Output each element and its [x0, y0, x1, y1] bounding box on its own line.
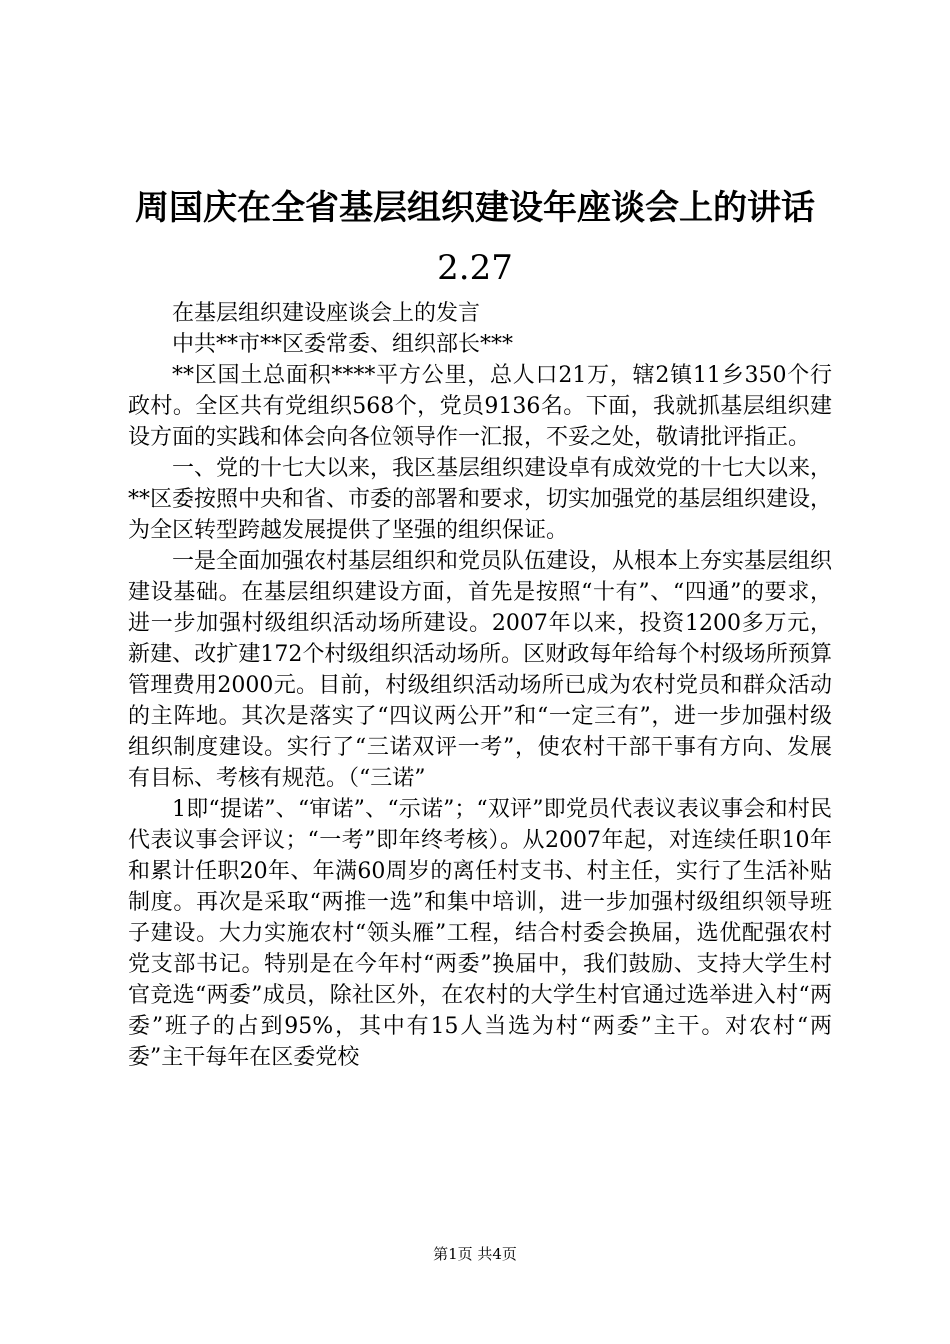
paragraph: 1即“提诺”、“审诺”、“示诺”；“双评”即党员代表议表议事会和村民代表议事会评议；“一考”即年终考核）。从2007年起，对连续任职10年和累计任职20年、年满60周岁的离任村支书、村主任，实行了生活补贴制度。再次是采取“两推一选”和集中培训，进一步加强村级组织领导班子建设。大力实施农村“领头雁”工程，结合村委会换届，选优配强农村党支部书记。特别是在今年村“两委”换届中，我们鼓励、支持大学生村官竞选“两委”成员，除社区外，在农村的大学生村官通过选举进入村“两委”班子的占到95%，其中有15人当选为村“两委”主干。对农村“两委”主干每年在区委党校 — [128, 797, 832, 1070]
page-footer: 第1页 共4页 — [433, 1245, 517, 1263]
paragraph: 中共**市**区委常委、组织部长*** — [172, 332, 514, 357]
document-title-date: 2.27 — [437, 248, 513, 288]
paragraph: 一、党的十七大以来，我区基层组织建设卓有成效党的十七大以来，**区委按照中央和省、市委的部署和要求，切实加强党的基层组织建设，为全区转型跨越发展提供了坚强的组织保证。 — [128, 456, 833, 543]
document-body — [128, 298, 832, 1073]
paragraph: **区国土总面积****平方公里，总人口21万，辖2镇11乡350个行政村。全区共有党组织568个，党员9136名。下面，我就抓基层组织建设方面的实践和体会向各位领导作一汇报，不妥之处，敬请批评指正。 — [128, 363, 832, 450]
paragraph: 一是全面加强农村基层组织和党员队伍建设，从根本上夯实基层组织建设基础。在基层组织建设方面，首先是按照“十有”、“四通”的要求，进一步加强村级组织活动场所建设。2007年以来，投资1200多万元，新建、改扩建172个村级组织活动场所。区财政每年给每个村级场所预算管理费用2000元。目前，村级组织活动场所已成为农村党员和群众活动的主阵地。其次是落实了“四议两公开”和“一定三有”，进一步加强村级组织制度建设。实行了“三诺双评一考”，使农村干部干事有方向、发展有目标、考核有规范。（“三诺” — [128, 549, 833, 791]
paragraph: 在基层组织建设座谈会上的发言 — [172, 301, 481, 326]
document-title: 周国庆在全省基层组织建设年座谈会上的讲话 — [135, 188, 815, 228]
